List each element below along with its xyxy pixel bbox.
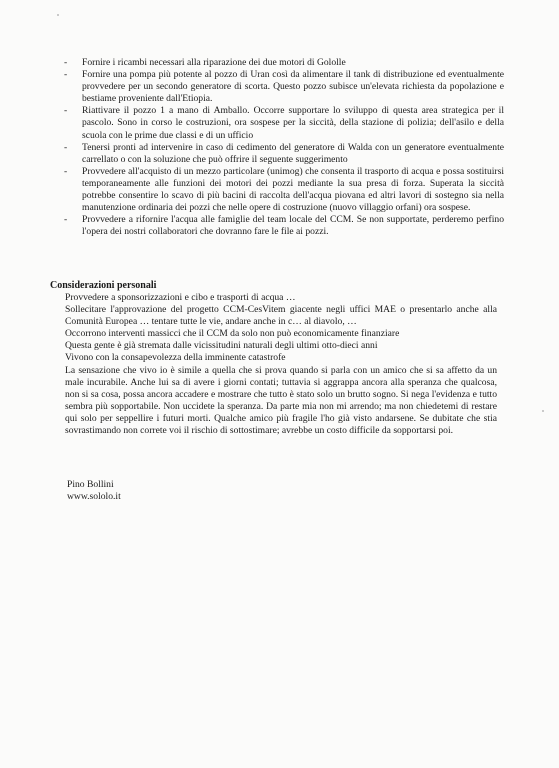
- author-name: Pino Bollini: [67, 479, 114, 490]
- list-item: [64, 105, 504, 141]
- closing-paragraph: La sensazione che vivo io è simile a quella che si prova quando si parla con un amico che si sa affetto da un male incurabile. Anche lui sa di avere i giorni contati; tuttavia si aggrappa ancora alla speranza che qualcosa, non si sa cosa, possa ancora accadere e mostrare che tutto è stato solo un brutto sogno. Si nega l'evidenza e tutto sembra più sopportabile. Non uccidete la speranza. Da parte mia non mi arrendo; ma non chiedetemi di restare qui solo per seppellire i futuri morti. Qualche amico più fragile l'ho già visto andarsene. Se dubitate che stia sovrastimando non correte voi il rischio di sottostimare; avrebbe un costo difficile da sopportarsi poi.: [65, 364, 497, 437]
- bullet-text: Provvedere a rifornire l'acqua alle famiglie del team locale del CCM. Se non supportate, perderemo perfino l'opera dei nostri collaboratori che dovranno fare le file ai pozzi.: [82, 214, 504, 238]
- bullet-dash: -: [64, 105, 68, 117]
- list-item: [64, 166, 504, 214]
- bullet-dash: -: [64, 165, 68, 177]
- bullet-text: Provvedere all'acquisto di un mezzo particolare (unimog) che consenta il trasporto di acqua e possa sostituirsi temporaneamente alle funzioni dei motori dei pozzi mediante la sua presa di forza. Superata la siccità potrebbe consentire lo scavo di più bacini di raccolta dell'acqua piovana ed altri lavori di sostegno sia nella manutenzione ordinaria dei pozzi che nelle opere di costruzione (nuovo villaggio orfani) ora sospese.: [82, 165, 504, 214]
- personal-considerations: [65, 292, 497, 437]
- text-line: Provvedere a sponsorizzazioni e cibo e trasporti di acqua …: [65, 292, 296, 303]
- text-line: Sollecitare l'approvazione del progetto CCM-CesVitem giacente negli uffici MAE o presentarlo anche alla Comunità Europea … tentare tutte le vie, andare anche in c… al diavolo, …: [65, 304, 497, 328]
- list-item: [64, 214, 504, 238]
- scan-speck: [57, 14, 59, 16]
- bullet-text: Fornire i ricambi necessari alla riparazione dei due motori di Gololle: [82, 57, 346, 68]
- bullet-text: Tenersi pronti ad intervenire in caso di cedimento del generatore di Walda con un generatore eventualmente carrellato o con la soluzione che può offrire il seguente suggerimento: [82, 141, 504, 165]
- scan-speck: [542, 410, 544, 412]
- text-line: Questa gente è già stremata dalle vicissitudini naturali degli ultimi otto-dieci anni: [65, 340, 378, 352]
- bullet-dash: -: [64, 57, 68, 68]
- bullet-dash: -: [64, 214, 68, 226]
- list-item: [64, 57, 504, 69]
- section-title: Considerazioni personali: [50, 280, 157, 291]
- bullet-dash: -: [64, 141, 68, 153]
- text-line: Vivono con la consapevolezza della imminente catastrofe: [65, 352, 286, 364]
- list-item: [64, 69, 504, 105]
- list-item: [64, 142, 504, 166]
- text-line: Occorrono interventi massicci che il CCM da solo non può economicamente finanziare: [65, 328, 400, 340]
- website-link[interactable]: www.sololo.it: [67, 491, 121, 503]
- bullet-dash: -: [64, 69, 68, 81]
- bullet-text: Riattivare il pozzo 1 a mano di Amballo. Occorre supportare lo sviluppo di questa area strategica per il pascolo. Sono in corso le costruzioni, ora sospese per la siccità, della stazione di polizia; dell'asilo e della scuola con le prime due classi e di un ufficio: [82, 105, 504, 141]
- bullet-text: Fornire una pompa più potente al pozzo di Uran così da alimentare il tank di distribuzione ed eventualmente provvedere per un secondo generatore di scorta. Questo pozzo subisce un'elevata richiesta da popolazione e bestiame proveniente dall'Etiopia.: [82, 69, 504, 105]
- bullet-list: [64, 57, 504, 238]
- signature-block: [67, 479, 121, 504]
